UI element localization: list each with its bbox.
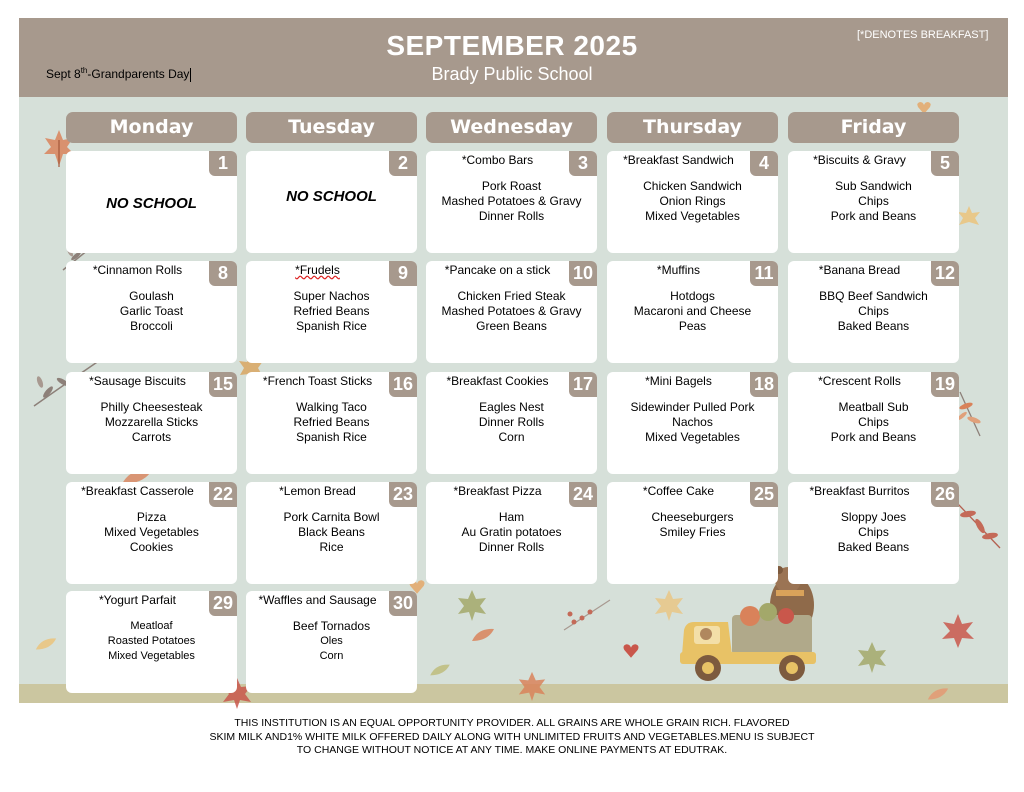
menu-item: Sidewinder Pulled Pork: [630, 400, 755, 414]
menu-item: Black Beans: [298, 525, 365, 539]
breakfast-item: *French Toast Sticks: [262, 374, 373, 388]
note-ordinal: th: [80, 66, 88, 75]
menu-item: Sloppy Joes: [840, 510, 907, 524]
date-number: 2: [389, 151, 417, 176]
date-number: 23: [389, 482, 417, 507]
lunch-menu: [246, 289, 417, 334]
leaf-icon: [470, 626, 496, 644]
breakfast-item: *Lemon Bread: [279, 484, 356, 498]
breakfast-item: *Cinnamon Rolls: [92, 263, 183, 277]
menu-item: Rice: [319, 540, 344, 554]
menu-item: Pork and Beans: [830, 209, 917, 223]
lunch-menu: [426, 289, 597, 334]
lunch-menu: [607, 400, 778, 445]
menu-item: Spanish Rice: [296, 430, 367, 444]
date-number: 17: [569, 372, 597, 397]
lunch-menu: [66, 400, 237, 445]
breakfast-item: *Coffee Cake: [642, 484, 715, 498]
date-number: 5: [931, 151, 959, 176]
date-number: 10: [569, 261, 597, 286]
menu-item: Macaroni and Cheese: [633, 304, 752, 318]
date-number: 4: [750, 151, 778, 176]
menu-item: Meatball Sub: [838, 400, 909, 414]
spellcheck-underline-text: *Frudels: [295, 263, 340, 277]
breakfast-item: *Yogurt Parfait: [99, 593, 176, 607]
note-date: Sept 8: [46, 67, 81, 81]
menu-item: Mozzarella Sticks: [104, 415, 199, 429]
day-header-friday: Friday: [788, 112, 959, 143]
menu-item: Ham: [498, 510, 525, 524]
day-cell: [788, 151, 959, 253]
menu-item: Chicken Sandwich: [643, 179, 742, 193]
day-cell: [66, 591, 237, 693]
day-cell: [788, 261, 959, 363]
twig-icon: [954, 500, 1004, 552]
date-number: 11: [750, 261, 778, 286]
no-school-label: NO SCHOOL: [106, 195, 197, 212]
calendar-title: SEPTEMBER 2025: [386, 30, 638, 61]
footer-line: TO CHANGE WITHOUT NOTICE AT ANY TIME. MAKE ONLINE PAYMENTS AT EDUTRAK.: [296, 744, 728, 756]
menu-item: Beef Tornados: [292, 619, 371, 633]
menu-item: Mashed Potatoes & Gravy: [441, 304, 582, 318]
leaf-icon: [428, 662, 452, 678]
breakfast-item: *Breakfast Cookies: [446, 374, 549, 388]
footer-line: SKIM MILK AND1% WHITE MILK OFFERED DAILY ALONG WITH UNLIMITED FRUITS AND VEGETABLES.MENU IS SUBJECT: [209, 730, 815, 743]
date-number: 15: [209, 372, 237, 397]
menu-item: Chicken Fried Steak: [457, 289, 566, 303]
date-number: 19: [931, 372, 959, 397]
day-cell: [246, 261, 417, 363]
day-cell: [426, 482, 597, 584]
no-school-label: NO SCHOOL: [286, 188, 377, 205]
day-cell: [66, 151, 237, 253]
breakfast-item: *Pancake on a stick: [444, 263, 551, 277]
footer-disclaimer: [0, 717, 1024, 758]
date-number: 16: [389, 372, 417, 397]
menu-item: Pork and Beans: [830, 430, 917, 444]
day-cell: [607, 261, 778, 363]
breakfast-item: *Combo Bars: [461, 153, 534, 167]
menu-item: Chips: [858, 194, 889, 208]
menu-item: Carrots: [131, 430, 172, 444]
menu-item: Refried Beans: [293, 415, 370, 429]
day-header-thursday: Thursday: [607, 112, 778, 143]
heart-icon: [622, 642, 640, 660]
leaf-icon: [855, 640, 889, 674]
menu-item: Corn: [319, 650, 344, 662]
menu-item: Meatloaf: [130, 620, 173, 632]
day-cell: [607, 482, 778, 584]
day-header-monday: Monday: [66, 112, 237, 143]
date-number: 30: [389, 591, 417, 616]
lunch-menu: [426, 400, 597, 445]
menu-item: BBQ Beef Sandwich: [819, 289, 928, 303]
menu-item: Mixed Vegetables: [104, 525, 199, 539]
day-cell: [246, 151, 417, 253]
lunch-menu: [426, 179, 597, 224]
day-cell: [607, 151, 778, 253]
breakfast-item: *Banana Bread: [818, 263, 901, 277]
menu-item: Broccoli: [130, 319, 173, 333]
menu-item: Roasted Potatoes: [107, 635, 196, 647]
breakfast-item: *Sausage Biscuits: [89, 374, 186, 388]
day-cell: [66, 482, 237, 584]
text-cursor: [190, 68, 191, 82]
menu-item: Baked Beans: [837, 540, 910, 554]
leaf-icon: [956, 204, 982, 228]
lunch-menu: [788, 289, 959, 334]
leaf-icon: [516, 670, 548, 702]
lunch-menu: [66, 619, 237, 664]
menu-item: Green Beans: [476, 319, 547, 333]
date-number: 9: [389, 261, 417, 286]
menu-item: Oles: [320, 635, 343, 647]
menu-item: Hotdogs: [670, 289, 715, 303]
menu-item: Pizza: [136, 510, 167, 524]
note-text: -Grandparents Day: [87, 67, 190, 81]
footer-line: THIS INSTITUTION IS AN EQUAL OPPORTUNITY PROVIDER. ALL GRAINS ARE WHOLE GRAIN RICH. FLAVORED: [234, 717, 790, 729]
day-header-tuesday: Tuesday: [246, 112, 417, 143]
menu-item: Cheeseburgers: [651, 510, 734, 524]
breakfast-item: *Crescent Rolls: [818, 374, 901, 388]
menu-item: Smiley Fries: [659, 525, 726, 539]
lunch-menu: [607, 289, 778, 334]
menu-item: Walking Taco: [296, 400, 367, 414]
leaf-icon: [940, 612, 976, 650]
menu-item: Chips: [858, 525, 889, 539]
menu-item: Onion Rings: [659, 194, 726, 208]
leaf-icon: [34, 634, 58, 654]
menu-item: Goulash: [129, 289, 174, 303]
menu-item: Mixed Vegetables: [645, 430, 740, 444]
menu-item: Chips: [858, 415, 889, 429]
school-name: Brady Public School: [431, 64, 593, 84]
menu-item: Eagles Nest: [479, 400, 544, 414]
leaf-icon: [926, 684, 950, 704]
menu-item: Corn: [498, 430, 525, 444]
lunch-menu: [788, 179, 959, 224]
date-number: 1: [209, 151, 237, 176]
breakfast-legend: [*DENOTES BREAKFAST]: [857, 29, 989, 41]
day-cell: [66, 372, 237, 474]
day-cell: [246, 591, 417, 693]
breakfast-item: *Muffins: [656, 263, 701, 277]
lunch-menu: [246, 510, 417, 555]
breakfast-item: *Waffles and Sausage: [258, 593, 377, 607]
menu-item: Dinner Rolls: [478, 209, 545, 223]
menu-item: Au Gratin potatoes: [461, 525, 562, 539]
day-cell: [788, 482, 959, 584]
day-cell: [426, 151, 597, 253]
lunch-menu: [607, 179, 778, 224]
breakfast-item: *Mini Bagels: [645, 374, 712, 388]
menu-item: Sub Sandwich: [835, 179, 912, 193]
date-number: 24: [569, 482, 597, 507]
lunch-menu: [788, 510, 959, 555]
date-number: 18: [750, 372, 778, 397]
menu-item: Dinner Rolls: [478, 540, 545, 554]
breakfast-item: *Biscuits & Gravy: [813, 153, 906, 167]
menu-item: Garlic Toast: [119, 304, 184, 318]
date-number: 25: [750, 482, 778, 507]
lunch-menu: [426, 510, 597, 555]
date-number: 8: [209, 261, 237, 286]
menu-item: Super Nachos: [293, 289, 370, 303]
menu-item: Baked Beans: [837, 319, 910, 333]
menu-item: Mashed Potatoes & Gravy: [441, 194, 582, 208]
breakfast-item: *Breakfast Casserole: [81, 484, 194, 498]
day-cell: [788, 372, 959, 474]
grandparents-day-note[interactable]: [46, 66, 191, 82]
date-number: 29: [209, 591, 237, 616]
breakfast-item: [248, 263, 387, 277]
leaf-icon: [455, 588, 489, 622]
lunch-menu: [66, 289, 237, 334]
lunch-menu: [246, 619, 417, 664]
menu-item: Chips: [858, 304, 889, 318]
lunch-menu: [607, 510, 778, 540]
menu-item: Pork Carnita Bowl: [283, 510, 380, 524]
lunch-menu: [788, 400, 959, 445]
day-header-wednesday: Wednesday: [426, 112, 597, 143]
day-cell: [426, 261, 597, 363]
menu-item: Pork Roast: [481, 179, 542, 193]
date-number: 12: [931, 261, 959, 286]
lunch-menu: [66, 510, 237, 555]
day-cell: [426, 372, 597, 474]
menu-item: Peas: [678, 319, 707, 333]
lunch-menu: [246, 400, 417, 445]
date-number: 22: [209, 482, 237, 507]
menu-item: Dinner Rolls: [478, 415, 545, 429]
day-cell: [607, 372, 778, 474]
menu-item: Refried Beans: [293, 304, 370, 318]
menu-item: Spanish Rice: [296, 319, 367, 333]
menu-item: Mixed Vegetables: [108, 650, 195, 662]
menu-item: Cookies: [129, 540, 174, 554]
day-cell: [246, 482, 417, 584]
day-cell: [66, 261, 237, 363]
breakfast-item: *Breakfast Pizza: [453, 484, 542, 498]
breakfast-item: *Breakfast Sandwich: [623, 153, 734, 167]
date-number: 3: [569, 151, 597, 176]
day-cell: [246, 372, 417, 474]
menu-item: Mixed Vegetables: [645, 209, 740, 223]
menu-item: Philly Cheesesteak: [100, 400, 203, 414]
menu-item: Nachos: [672, 415, 713, 429]
breakfast-item: *Breakfast Burritos: [809, 484, 910, 498]
twig-icon: [560, 594, 614, 634]
date-number: 26: [931, 482, 959, 507]
